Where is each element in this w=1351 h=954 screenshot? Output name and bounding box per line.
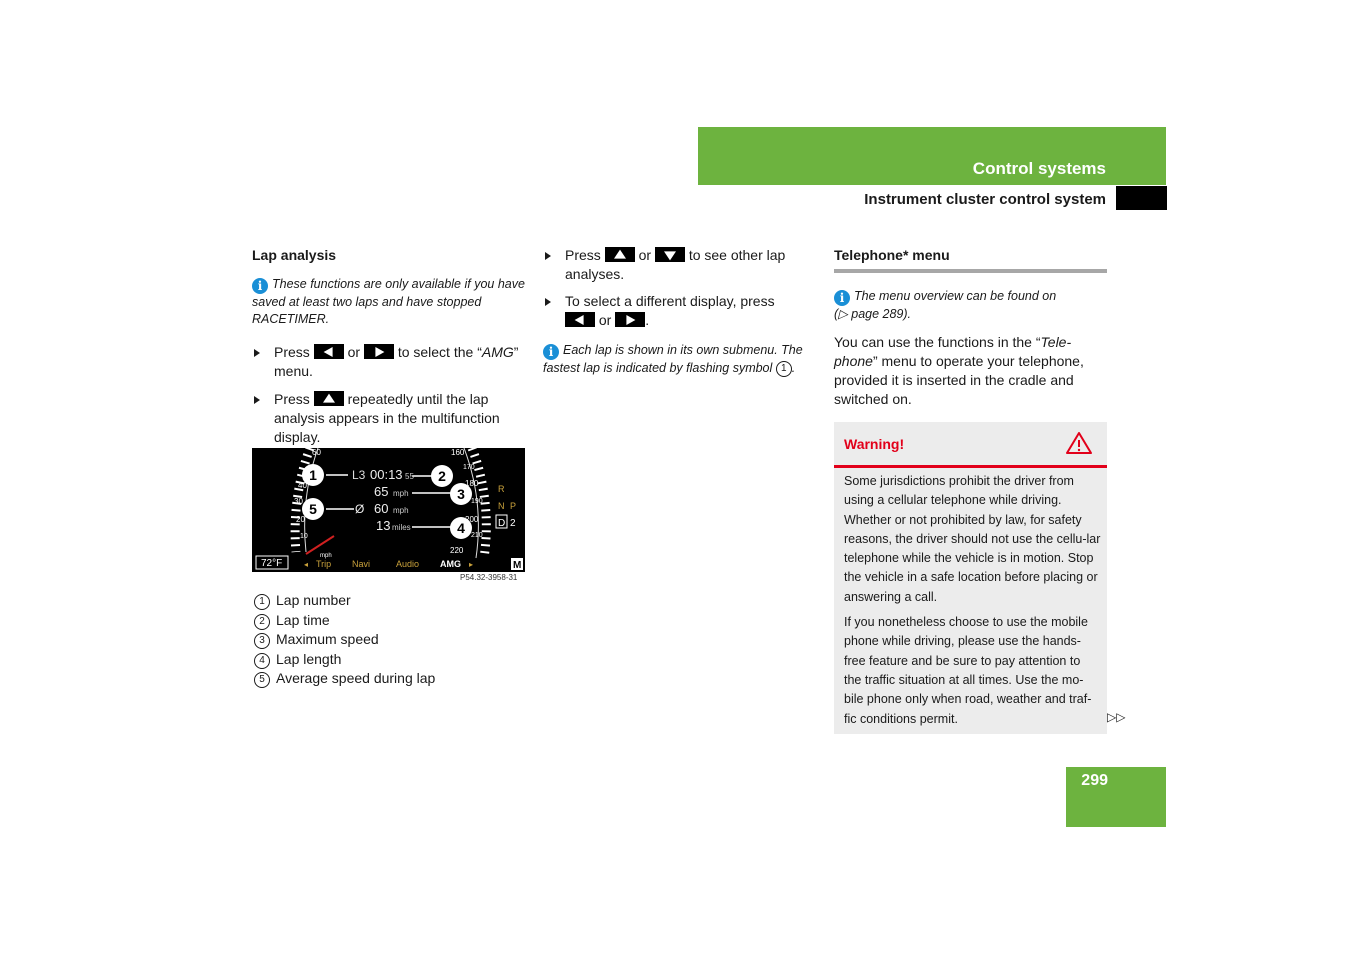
warning-title: Warning! <box>844 436 905 452</box>
svg-text:D: D <box>498 518 506 529</box>
warning-box <box>834 422 1107 734</box>
svg-text:60: 60 <box>312 448 321 457</box>
svg-text:1: 1 <box>309 467 317 483</box>
subsection-title: Instrument cluster control system <box>864 191 1106 208</box>
telephone-body: You can use the functions in the “Tele-phone” menu to operate your telephone, provided it is inserted in the cradle and switched on. <box>834 334 1084 407</box>
svg-text:55: 55 <box>405 472 414 481</box>
svg-text:200: 200 <box>465 515 479 524</box>
bullet-triangle-icon <box>545 298 551 306</box>
svg-text:mph: mph <box>393 489 409 498</box>
svg-text:2: 2 <box>510 518 516 529</box>
legend-item: 5 Average speed during lap <box>254 669 514 689</box>
info-icon: i <box>834 290 850 306</box>
lap-analysis-note <box>252 276 527 328</box>
cluster-graphic <box>252 448 525 572</box>
right-arrow-key-icon <box>615 312 645 327</box>
right-arrow-key-icon <box>364 344 394 359</box>
legend-item: 4 Lap length <box>254 650 514 670</box>
section-title: Control systems <box>972 159 1106 178</box>
step-select-display: To select a different display, press or . <box>543 292 813 330</box>
svg-text:180: 180 <box>465 479 479 488</box>
section-tab-marker <box>1116 186 1167 210</box>
continued-arrows-icon: ▷▷ <box>1107 710 1126 724</box>
step-other-analyses: Press or to see other lap analyses. <box>543 246 813 284</box>
bullet-triangle-icon <box>545 252 551 260</box>
svg-text:Trip: Trip <box>316 559 332 569</box>
up-arrow-key-icon <box>605 247 635 262</box>
svg-text:L3: L3 <box>352 468 366 482</box>
step-repeat-up: Press repeatedly until the lap analysis appears in the multifunction display. <box>252 390 527 447</box>
svg-text:miles: miles <box>392 523 411 532</box>
svg-text:65: 65 <box>374 484 389 499</box>
svg-text:M: M <box>513 560 522 571</box>
legend-item: 3 Maximum speed <box>254 630 514 650</box>
legend-item: 1 Lap number <box>254 591 514 611</box>
svg-text:2: 2 <box>438 468 446 484</box>
bullet-triangle-icon <box>254 396 260 404</box>
svg-text:20: 20 <box>296 515 305 524</box>
svg-text:13: 13 <box>376 518 391 533</box>
right-column <box>834 246 1107 409</box>
warning-triangle-icon <box>1065 431 1093 455</box>
svg-text:160: 160 <box>451 448 465 457</box>
lap-analysis-heading: Lap analysis <box>252 247 337 263</box>
svg-text:mph: mph <box>393 506 409 515</box>
up-arrow-key-icon <box>314 391 344 406</box>
warning-paragraph: If you nonetheless choose to use the mobile phone while driving, please use the hands-free feature and be sure to pay attention to the traffic situation at all times. Use the mo-bile phone only when road, weather and traf-fic conditions permit. <box>844 615 1092 726</box>
svg-text:60: 60 <box>374 501 389 516</box>
svg-text:210: 210 <box>471 532 483 539</box>
info-icon: i <box>252 278 268 294</box>
svg-text:mph: mph <box>320 553 332 559</box>
left-arrow-key-icon <box>565 312 595 327</box>
svg-text:P: P <box>510 501 517 511</box>
svg-text:40: 40 <box>298 481 307 490</box>
middle-column <box>543 246 813 377</box>
svg-text:N: N <box>498 501 505 511</box>
svg-text:◂: ◂ <box>304 560 309 569</box>
instrument-cluster-image <box>252 448 525 572</box>
svg-text:3: 3 <box>457 486 465 502</box>
note-text: These functions are only available if you have saved at least two laps and have stopped RACETIMER. <box>252 277 525 326</box>
svg-text:5: 5 <box>309 501 317 517</box>
svg-text:170: 170 <box>463 464 475 471</box>
callout-legend <box>254 591 514 689</box>
svg-text:Audio: Audio <box>396 559 420 569</box>
svg-text:Ø: Ø <box>355 502 365 516</box>
left-column <box>252 246 527 447</box>
legend-item: 2 Lap time <box>254 611 514 631</box>
svg-text:10: 10 <box>300 533 308 540</box>
warning-paragraph: Some jurisdictions prohibit the driver from using a cellular telephone while driving. Whether or not prohibited by law, for safety reasons, the driver should not use the cellu-lar telephone while the vehicle is in motion. Stop the vehicle in a safe location before placing or answering a call. <box>844 474 1101 604</box>
telephone-note: i The menu overview can be found on (▷ page 289). <box>834 289 1057 321</box>
warning-body <box>844 472 1101 735</box>
svg-text:220: 220 <box>450 546 464 555</box>
step-select-amg: Press or to select the “AMG” menu. <box>252 343 527 381</box>
svg-text:190: 190 <box>471 498 483 505</box>
svg-text:▸: ▸ <box>469 560 474 569</box>
info-icon: i <box>543 344 559 360</box>
svg-text:R: R <box>498 484 505 494</box>
svg-text:4: 4 <box>457 520 465 536</box>
svg-text:72°F: 72°F <box>261 558 283 569</box>
bullet-triangle-icon <box>254 349 260 357</box>
image-caption: P54.32-3958-31 <box>460 573 518 582</box>
down-arrow-key-icon <box>655 247 685 262</box>
page-number: 299 <box>1081 772 1108 789</box>
telephone-menu-heading: Telephone* menu <box>834 246 1107 273</box>
svg-text:AMG: AMG <box>440 559 461 569</box>
svg-text:Navi: Navi <box>352 559 371 569</box>
warning-header <box>834 422 1107 468</box>
svg-text:00:13: 00:13 <box>370 467 403 482</box>
lap-submenu-note: i Each lap is shown in its own submenu. The fastest lap is indicated by flashing symbol 1 . <box>543 343 803 375</box>
svg-text:30: 30 <box>294 497 303 506</box>
left-arrow-key-icon <box>314 344 344 359</box>
